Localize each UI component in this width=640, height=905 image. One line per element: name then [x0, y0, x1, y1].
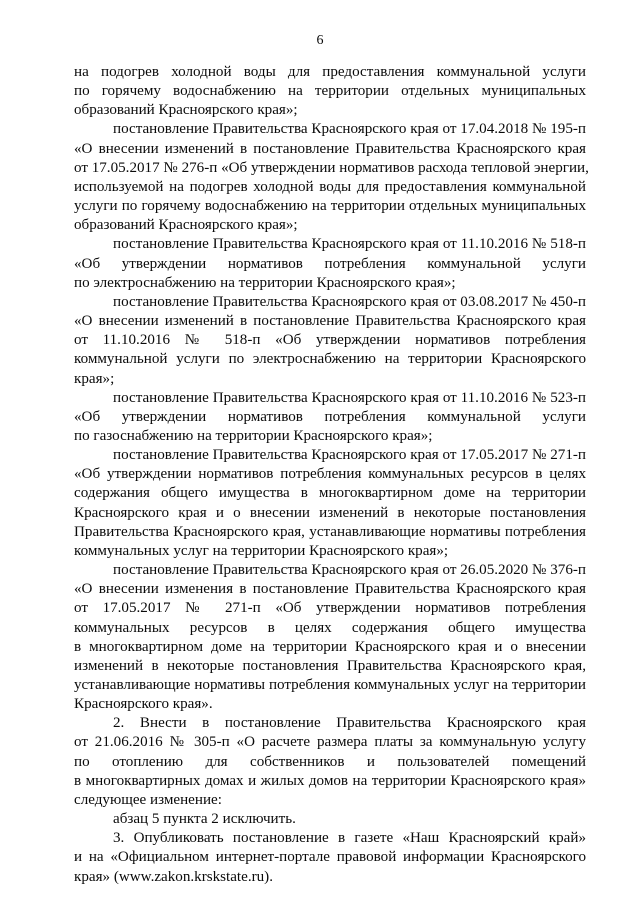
- text-line: «О внесении изменений в постановление Правительства Красноярского края: [74, 140, 586, 157]
- text-line: используемой на подогрев холодной воды для предоставления коммунальной: [74, 178, 586, 195]
- text-line: в многоквартирном доме на территории Красноярского края и о внесении: [74, 638, 586, 655]
- text-line: от 11.10.2016 № 518-п «Об утверждении нормативов потребления: [74, 332, 586, 349]
- text-line: 3. Опубликовать постановление в газете «Наш Красноярский край»: [113, 830, 586, 847]
- text-line: Красноярского края».: [74, 696, 213, 713]
- text-line: устанавливающие нормативы потребления коммунальных услуг на территории: [74, 677, 586, 693]
- text-line: от 21.06.2016 № 305-п «О расчете размера платы за коммунальную услугу: [74, 734, 586, 751]
- text-line: постановление Правительства Красноярского края от 17.04.2018 № 195-п: [113, 121, 586, 138]
- text-line: «О внесении изменений в постановление Правительства Красноярского края: [74, 313, 586, 330]
- text-line: «О внесении изменения в постановление Правительства Красноярского края: [74, 581, 586, 598]
- text-line: края»;: [74, 370, 115, 387]
- text-line: содержания общего имущества в многоквартирном доме на территории: [74, 485, 586, 502]
- text-line: коммунальных услуг на территории Красноярского края»;: [74, 542, 449, 559]
- page-number: 6: [316, 33, 324, 48]
- text-line: образований Красноярского края»;: [74, 217, 298, 234]
- text-line: Красноярского края и о внесении изменений в некоторые постановления: [74, 504, 586, 521]
- text-line: «Об утверждении нормативов потребления коммунальных ресурсов в целях: [74, 466, 586, 483]
- text-line: 2. Внести в постановление Правительства Красноярского края: [113, 715, 586, 732]
- paragraph-item-2: [74, 714, 586, 810]
- paragraph-item-3: [74, 829, 586, 886]
- text-line: и на «Официальном интернет-портале правовой информации Красноярского: [74, 849, 586, 866]
- text-line: в многоквартирных домах и жилых домов на территории Красноярского края»: [74, 772, 586, 789]
- text-line: края» (www.zakon.krskstate.ru).: [74, 868, 273, 885]
- text-line: постановление Правительства Красноярского края от 17.05.2017 № 271-п: [113, 447, 586, 464]
- paragraph-resolution-450: [74, 293, 586, 389]
- text-line: абзац 5 пункта 2 исключить.: [113, 811, 296, 828]
- text-line: Правительства Красноярского края, устанавливающие нормативы потребления: [74, 523, 586, 540]
- text-line: образований Красноярского края»;: [74, 102, 298, 119]
- text-line: услуги по горячему водоснабжению на территории отдельных муниципальных: [74, 198, 586, 215]
- text-line: коммунальной услуги по электроснабжению на территории Красноярского: [74, 351, 586, 368]
- text-line: по электроснабжению на территории Красноярского края»;: [74, 274, 456, 291]
- text-line: на подогрев холодной воды для предоставления коммунальной услуги: [74, 64, 586, 80]
- document-body: [74, 63, 589, 887]
- text-line: изменений в некоторые постановления Правительства Красноярского края,: [74, 657, 586, 674]
- paragraph-resolution-518: [74, 235, 586, 292]
- text-line: «Об утверждении нормативов потребления коммунальной услуги: [74, 255, 586, 272]
- text-line: «Об утверждении нормативов потребления коммунальной услуги: [74, 408, 586, 425]
- text-line: постановление Правительства Красноярского края от 26.05.2020 № 376-п: [113, 562, 586, 579]
- text-line: постановление Правительства Красноярского края от 11.10.2016 № 518-п: [113, 236, 586, 253]
- paragraph-resolution-523: [74, 389, 586, 446]
- text-line: по газоснабжению на территории Красноярского края»;: [74, 427, 433, 444]
- text-line: коммунальных ресурсов в целях содержания общего имущества: [74, 619, 586, 636]
- text-line: по горячему водоснабжению на территории отдельных муниципальных: [74, 83, 586, 100]
- paragraph-resolution-195: [74, 120, 589, 235]
- text-line: от 17.05.2017 № 276-п «Об утверждении нормативов расхода тепловой энергии,: [74, 159, 589, 176]
- paragraph-heating-end: [74, 63, 586, 120]
- text-line: постановление Правительства Красноярского края от 03.08.2017 № 450-п: [113, 293, 586, 310]
- text-line: по отоплению для собственников и пользователей помещений: [74, 753, 586, 770]
- paragraph-resolution-376: [74, 561, 586, 714]
- paragraph-resolution-271: [74, 446, 586, 561]
- paragraph-item-2-sub: [74, 810, 586, 829]
- text-line: постановление Правительства Красноярского края от 11.10.2016 № 523-п: [113, 389, 586, 406]
- text-line: от 17.05.2017 № 271-п «Об утверждении нормативов потребления: [74, 600, 586, 617]
- text-line: следующее изменение:: [74, 791, 222, 808]
